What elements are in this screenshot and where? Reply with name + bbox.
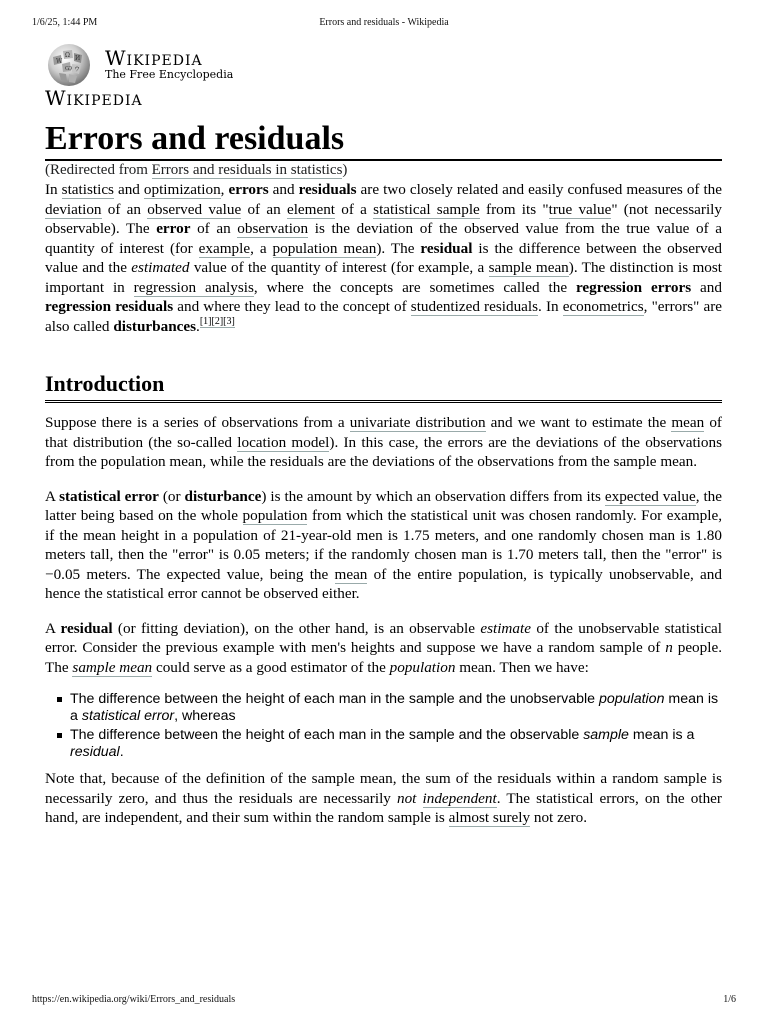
link-optimization[interactable]: optimization bbox=[143, 181, 221, 198]
link-mean[interactable]: mean bbox=[671, 414, 705, 431]
link-statistical-sample[interactable]: statistical sample bbox=[373, 200, 480, 218]
wikipedia-wordmark: Wikipedia bbox=[105, 46, 203, 70]
print-page-number: 1/6 bbox=[723, 994, 736, 1005]
link-sample-mean[interactable]: sample mean bbox=[488, 259, 569, 276]
list-item: The difference between the height of each man in the sample and the unobservable population mean is a statistical error, whereas bbox=[70, 691, 722, 725]
link-mean-2[interactable]: mean bbox=[334, 565, 368, 583]
ref-3[interactable]: [3] bbox=[223, 316, 235, 328]
list-item: The difference between the height of each man in the sample and the observable sample mean is a residual. bbox=[70, 727, 722, 761]
link-sample-mean-2[interactable]: sample mean bbox=[72, 658, 153, 676]
link-observed-value[interactable]: observed value bbox=[147, 200, 242, 218]
print-footer bbox=[32, 994, 736, 1005]
link-observation[interactable]: observation bbox=[237, 220, 309, 237]
link-regression-analysis[interactable]: regression analysis bbox=[133, 278, 254, 296]
lead-paragraph: In statistics and optimization, errors and residuals are two closely related and easily confused measures of the deviation of an observed value of an element of a statistical sample from its "true value" (not necessarily observable). The error of an observation is the deviation of the observed value from the true value of a quantity of interest (for example, a population mean). The residual is the difference between the observed value and the estimated value of the quantity of interest (for example, a sample mean). The distinction is most important in regression analysis, where the concepts are sometimes called the regression errors and regression residuals and where they lead to the concept of studentized residuals. In econometrics, "errors" are also called disturbances.[1][2][3] bbox=[45, 181, 723, 335]
link-independent[interactable]: independent bbox=[422, 789, 497, 807]
link-location-model[interactable]: location model bbox=[237, 433, 330, 451]
link-true-value[interactable]: true value bbox=[548, 200, 612, 218]
svg-text:И: И bbox=[75, 55, 81, 62]
link-element[interactable]: element bbox=[286, 200, 336, 218]
wikipedia-wordmark-secondary[interactable]: Wikipedia bbox=[45, 86, 143, 110]
redirect-link[interactable]: Errors and residuals in statistics bbox=[151, 162, 343, 178]
svg-text:Ѡ: Ѡ bbox=[65, 65, 73, 72]
page-title: Errors and residuals bbox=[45, 119, 722, 161]
svg-text:W: W bbox=[56, 58, 63, 65]
link-expected-value[interactable]: expected value bbox=[604, 487, 696, 505]
link-population[interactable]: population bbox=[242, 507, 308, 524]
link-deviation[interactable]: deviation bbox=[45, 200, 102, 218]
intro-paragraph-3: A residual (or fitting deviation), on the other hand, is an observable estimate of the unobservable statistical error. Consider the previous example with men's heights and suppose we have a random sample of n people. The sample mean could serve as a good estimator of the population mean. Then we have: bbox=[45, 619, 723, 676]
link-population-mean[interactable]: population mean bbox=[272, 239, 377, 257]
intro-paragraph-1: Suppose there is a series of observations from a univariate distribution and we want to estimate the mean of that distribution (the so-called location model). In this case, the errors are the deviations of the observations from the population mean, while the residuals are the deviations of the observations from the sample mean. bbox=[45, 414, 722, 470]
svg-text:ウ: ウ bbox=[74, 66, 81, 73]
link-statistics[interactable]: statistics bbox=[61, 181, 114, 198]
redirect-notice: (Redirected from Errors and residuals in statistics) bbox=[45, 162, 348, 178]
link-univariate-distribution[interactable]: univariate distribution bbox=[349, 414, 486, 431]
wikipedia-globe-icon bbox=[45, 43, 95, 87]
link-econometrics[interactable]: econometrics bbox=[562, 298, 644, 315]
ref-2[interactable]: [2] bbox=[211, 316, 224, 328]
intro-paragraph-4: Note that, because of the definition of the sample mean, the sum of the residuals within a random sample is necessarily zero, and thus the residuals are necessarily not independent. The statistical errors, on the other hand, are independent, and their sum within the random sample is almost surely not zero. bbox=[45, 770, 722, 826]
difference-list bbox=[45, 691, 722, 761]
link-almost-surely[interactable]: almost surely bbox=[448, 809, 531, 826]
print-page-title: Errors and residuals - Wikipedia bbox=[319, 17, 449, 28]
print-datetime: 1/6/25, 1:44 PM bbox=[32, 17, 98, 28]
ref-1[interactable]: [1] bbox=[199, 316, 212, 328]
article-content bbox=[45, 119, 722, 828]
wikipedia-tagline: The Free Encyclopedia bbox=[105, 68, 234, 81]
section-heading-introduction: Introduction bbox=[45, 370, 722, 403]
print-url: https://en.wikipedia.org/wiki/Errors_and_residuals bbox=[32, 994, 236, 1005]
intro-paragraph-2: A statistical error (or disturbance) is the amount by which an observation differs from its expected value, the latter being based on the whole population from which the statistical unit was chosen randomly. For example, if the mean height in a population of 21-year-old men is 1.75 meters, and one randomly chosen man is 1.80 meters tall, then the "error" is 0.05 meters; if the randomly chosen man is 1.70 meters tall, then the "error" is −0.05 meters. The expected value, being the mean of the entire population, is typically unobservable, and hence the statistical error cannot be observed either. bbox=[45, 487, 722, 602]
link-studentized-residuals[interactable]: studentized residuals bbox=[410, 298, 539, 315]
print-header bbox=[32, 17, 736, 28]
link-example[interactable]: example bbox=[198, 239, 251, 257]
svg-text:Ω: Ω bbox=[65, 52, 70, 59]
